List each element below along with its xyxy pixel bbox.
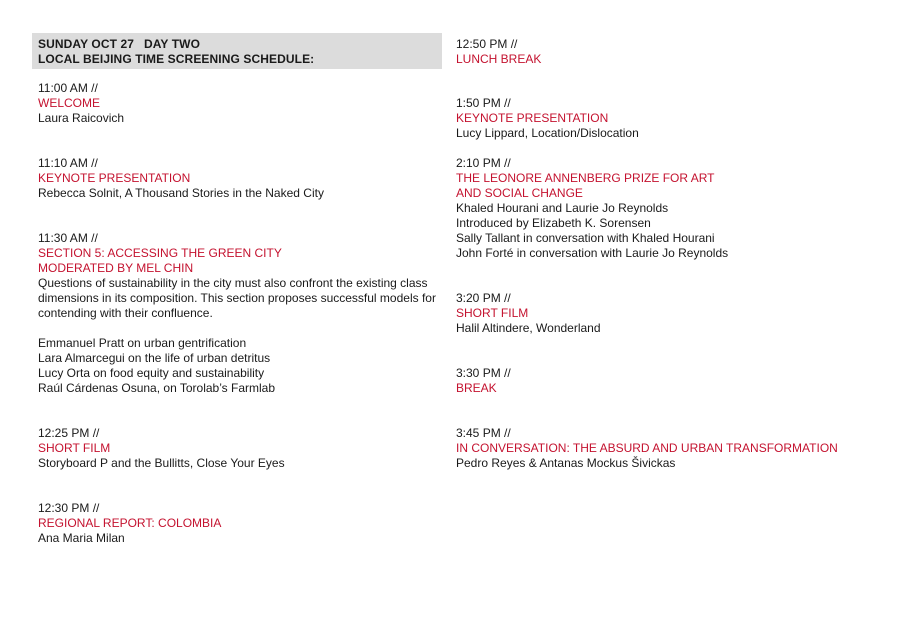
entry-title: SECTION 5: ACCESSING THE GREEN CITY [38, 246, 282, 260]
entry-line: Sally Tallant in conversation with Khaled Hourani [456, 231, 715, 245]
schedule-header [32, 33, 442, 69]
schedule-entry [456, 37, 876, 67]
entry-line: Pedro Reyes & Antanas Mockus Šivickas [456, 456, 676, 470]
entry-time: 11:00 AM // [38, 81, 98, 95]
entry-title: THE LEONORE ANNENBERG PRIZE FOR ART [456, 171, 715, 185]
schedule-entry [38, 231, 438, 396]
entry-time: 12:30 PM // [38, 501, 100, 515]
entry-time: 3:30 PM // [456, 366, 511, 380]
entry-title: BREAK [456, 381, 497, 395]
entry-line: Introduced by Elizabeth K. Sorensen [456, 216, 651, 230]
header-day: DAY TWO [144, 37, 201, 51]
entry-line: Khaled Hourani and Laurie Jo Reynolds [456, 201, 669, 215]
description-line: contending with their confluence. [38, 306, 213, 320]
entry-time: 11:10 AM // [38, 156, 98, 170]
entry-line: Halil Altindere, Wonderland [456, 321, 601, 335]
entry-time: 12:50 PM // [456, 37, 518, 51]
entry-title: LUNCH BREAK [456, 52, 542, 66]
entry-title: REGIONAL REPORT: COLOMBIA [38, 516, 222, 530]
schedule-entry [38, 81, 438, 126]
entry-line: Ana Maria Milan [38, 531, 125, 545]
entry-line: Lucy Orta on food equity and sustainability [38, 366, 265, 380]
entry-time: 1:50 PM // [456, 96, 511, 110]
entry-title: SHORT FILM [38, 441, 111, 455]
entry-line: Laura Raicovich [38, 111, 125, 125]
entry-line: Emmanuel Pratt on urban gentrification [38, 336, 247, 350]
entry-line: Raúl Cárdenas Osuna, on Torolab’s Farmlab [38, 381, 276, 395]
entry-line: John Forté in conversation with Laurie Jo Reynolds [456, 246, 729, 260]
entry-line: Rebecca Solnit, A Thousand Stories in the Naked City [38, 186, 324, 200]
schedule-entry [38, 426, 438, 471]
entry-title: SHORT FILM [456, 306, 529, 320]
header-date-line [38, 37, 442, 52]
schedule-entry [456, 291, 876, 336]
entry-line: Lara Almarcegui on the life of urban detritus [38, 351, 271, 365]
schedule-entry [456, 96, 876, 141]
schedule-entry [38, 501, 438, 546]
entry-line: Lucy Lippard, Location/Dislocation [456, 126, 639, 140]
entry-title: IN CONVERSATION: THE ABSURD AND URBAN TRANSFORMATION [456, 441, 838, 455]
entry-time: 11:30 AM // [38, 231, 98, 245]
entry-time: 3:20 PM // [456, 291, 511, 305]
description-line: dimensions in its composition. This section proposes successful models for [38, 291, 436, 305]
schedule-entry [456, 426, 876, 471]
entry-title: WELCOME [38, 96, 101, 110]
entry-title: MODERATED BY MEL CHIN [38, 261, 194, 275]
entry-time: 12:25 PM // [38, 426, 100, 440]
entry-time: 2:10 PM // [456, 156, 511, 170]
entry-time: 3:45 PM // [456, 426, 511, 440]
entry-description [38, 276, 438, 321]
schedule-entry [456, 156, 876, 261]
entry-title: AND SOCIAL CHANGE [456, 186, 583, 200]
entry-title: KEYNOTE PRESENTATION [38, 171, 191, 185]
schedule-entry [456, 366, 876, 396]
description-line: Questions of sustainability in the city must also confront the existing class [38, 276, 428, 290]
header-date: SUNDAY OCT 27 [38, 37, 134, 51]
entry-line: Storyboard P and the Bullitts, Close Your Eyes [38, 456, 285, 470]
header-subtitle: LOCAL BEIJING TIME SCREENING SCHEDULE: [38, 52, 315, 66]
schedule-entry [38, 156, 438, 201]
entry-title: KEYNOTE PRESENTATION [456, 111, 609, 125]
